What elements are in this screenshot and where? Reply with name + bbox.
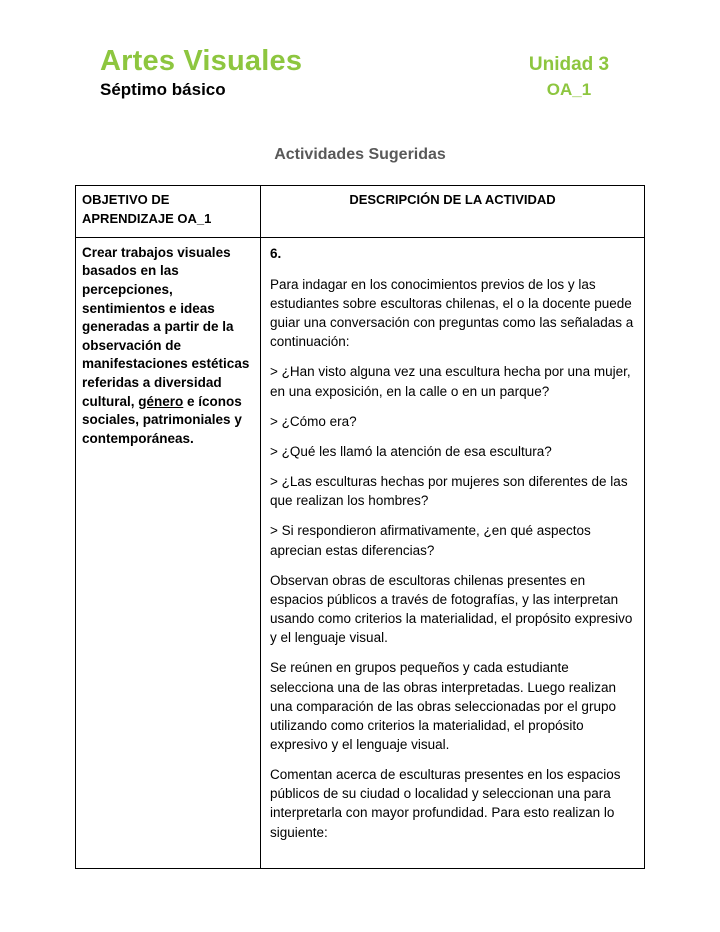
column-header-objective: OBJETIVO DE APRENDIZAJE OA_1 [76, 186, 261, 238]
activity-paragraph: > ¿Cómo era? [270, 413, 357, 429]
activities-table [75, 185, 645, 869]
header-row-bottom [100, 78, 625, 100]
activity-paragraph: Comentan acerca de esculturas presentes en los espacios públicos de su ciudad o localidad y seleccionan una para interpretarla con mayor profundidad. Para esto realizan lo siguiente: [270, 767, 621, 840]
column-header-description: DESCRIPCIÓN DE LA ACTIVIDAD [261, 186, 645, 238]
table-header-row [76, 186, 645, 238]
oa-label: OA_1 [546, 80, 592, 99]
activity-number: 6. [270, 245, 282, 261]
subject-title: Artes Visuales [100, 45, 303, 77]
activity-paragraph: Observan obras de escultoras chilenas presentes en espacios públicos a través de fotografías, y las interpretan usando como criterios la materialidad, el propósito expresivo y el lenguaje visual. [270, 572, 633, 646]
grade-label: Séptimo básico [100, 80, 226, 99]
activity-paragraph: > ¿Las esculturas hechas por mujeres son diferentes de las que realizan los hombres? [270, 474, 628, 509]
activity-paragraph: > ¿Qué les llamó la atención de esa escultura? [270, 443, 552, 459]
activity-paragraphs [270, 275, 635, 842]
header-right-bottom [513, 80, 625, 100]
header-right-top [513, 54, 625, 76]
objective-cell [76, 237, 261, 868]
header-row-top [100, 45, 625, 78]
document-header [100, 45, 625, 100]
activity-cell [261, 237, 645, 868]
objective-text-underlined: género [138, 393, 184, 409]
objective-text-after: e íconos sociales, patrimoniales y contemporáneas. [82, 393, 242, 446]
page-title: Actividades Sugeridas [274, 146, 446, 163]
activity-paragraph: Se reúnen en grupos pequeños y cada estudiante selecciona una de las obras interpretadas. Luego realizan una comparación de las obras seleccionadas por el grupo utilizando como criterios la materialidad, el propósito expresivo y el lenguaje visual. [270, 660, 616, 752]
activity-paragraph: Para indagar en los conocimientos previos de los y las estudiantes sobre escultoras chilenas, el o la docente puede guiar una conversación con preguntas como las señaladas a continuación: [270, 276, 634, 350]
objective-text-before: Crear trabajos visuales basados en las percepciones, sentimientos e ideas generadas a partir de la observación de manifestaciones estéticas referidas a diversidad cultural, [82, 244, 250, 409]
table-body-row [76, 237, 645, 868]
activity-paragraph: > ¿Han visto alguna vez una escultura hecha por una mujer, en una exposición, en la calle o en un parque? [270, 364, 631, 399]
unit-label: Unidad 3 [528, 54, 610, 75]
activity-paragraph: > Si respondieron afirmativamente, ¿en qué aspectos aprecian estas diferencias? [270, 523, 591, 558]
